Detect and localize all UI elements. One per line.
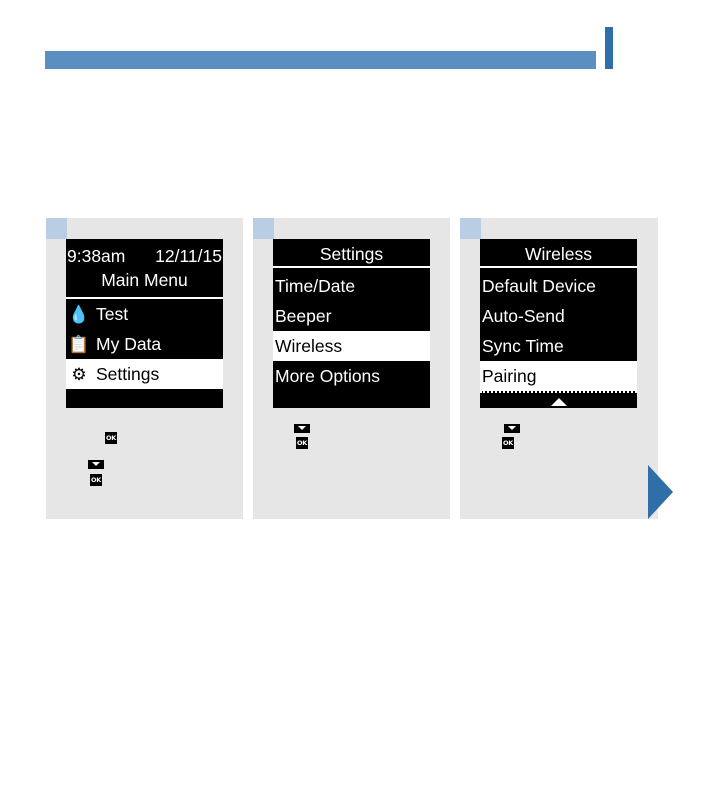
drop-icon: 💧	[68, 305, 90, 324]
step-1-panel	[46, 218, 243, 519]
screen-title: Settings	[319, 244, 384, 264]
menu-item-sync-time[interactable]: Sync Time	[482, 336, 564, 356]
section-tab	[605, 27, 613, 69]
date-display: 12/11/15	[155, 246, 222, 266]
step-number-badge	[46, 218, 67, 239]
meter-screen-main-menu	[66, 239, 223, 408]
title-separator	[273, 266, 430, 268]
menu-item-label: Test	[96, 304, 129, 324]
menu-item-my-data[interactable]	[66, 329, 223, 359]
scroll-separator	[480, 391, 637, 393]
menu-item-wireless[interactable]: Wireless	[273, 331, 430, 361]
step-number-badge	[253, 218, 274, 239]
ok-button-icon: OK	[503, 439, 513, 447]
step-number-badge	[460, 218, 481, 239]
down-button-icon	[504, 424, 520, 433]
screen-title: Main Menu	[101, 270, 188, 290]
title-separator	[480, 266, 637, 268]
ok-button-icon: OK	[297, 439, 307, 447]
step-3-panel	[460, 218, 658, 519]
gear-icon: ⚙	[71, 365, 87, 384]
logbook-icon: 📋	[68, 335, 90, 354]
menu-item-pairing[interactable]: Pairing	[480, 361, 637, 391]
menu-item-auto-send[interactable]: Auto-Send	[482, 306, 565, 326]
ok-button-icon: OK	[106, 434, 116, 442]
scroll-up-icon	[551, 398, 567, 406]
menu-item-default-device[interactable]: Default Device	[482, 276, 596, 296]
down-button-icon	[88, 460, 104, 469]
time-display: 9:38am	[67, 246, 126, 266]
meter-screen-wireless	[480, 239, 637, 408]
header-bar	[45, 51, 596, 69]
menu-item-label: Settings	[96, 364, 160, 384]
menu-item-settings[interactable]	[66, 359, 223, 389]
menu-item-beeper[interactable]: Beeper	[275, 306, 332, 326]
menu-item-label: My Data	[96, 334, 162, 354]
next-arrow-icon	[648, 465, 673, 519]
down-button-icon	[294, 424, 310, 433]
menu-item-more-options[interactable]: More Options	[275, 366, 381, 386]
ok-button-icon: OK	[91, 476, 101, 484]
screen-title: Wireless	[524, 244, 593, 264]
menu-item-time-date[interactable]: Time/Date	[275, 276, 356, 296]
menu-item-test[interactable]	[66, 299, 223, 329]
step-2-panel	[253, 218, 450, 519]
meter-screen-settings	[273, 239, 430, 408]
